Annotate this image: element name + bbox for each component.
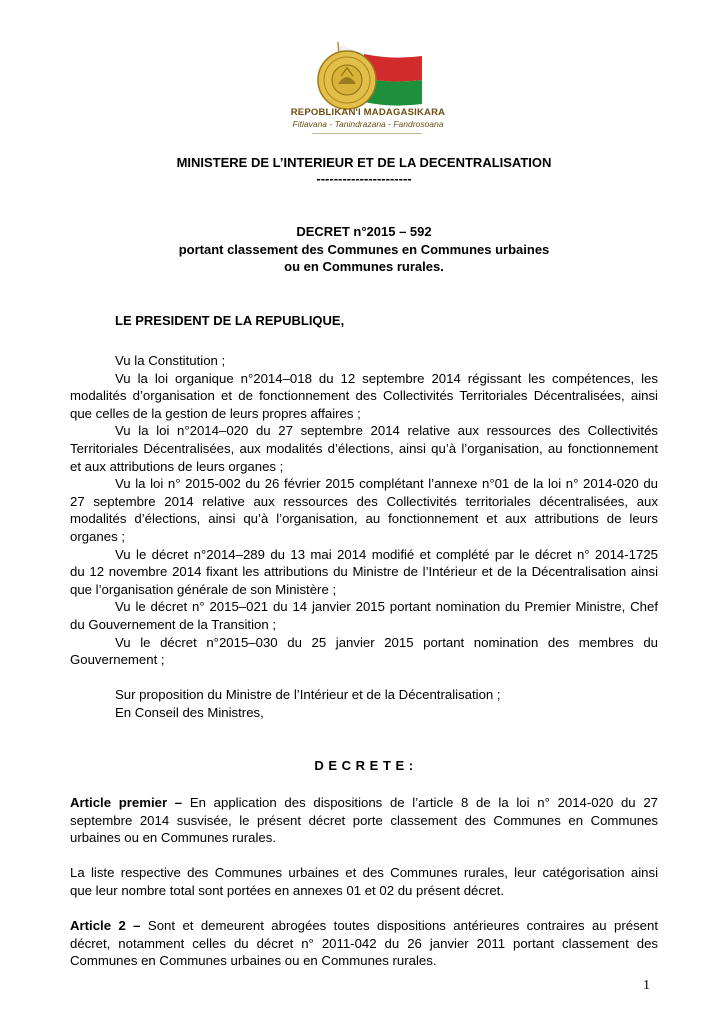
header-divider	[312, 133, 422, 134]
council-line: En Conseil des Ministres,	[115, 704, 264, 720]
consideration-line: que celles de la gestion de leurs propres affaires ;	[70, 405, 361, 421]
decree-subtitle-line1: portant classement des Communes en Communes urbaines	[178, 242, 550, 257]
decrete-heading: D E C R E T E :	[314, 758, 414, 773]
article2-line	[70, 917, 658, 935]
consideration-line: que l’organisation générale de son Ministère ;	[70, 581, 337, 597]
consideration-line: Vu le décret n°2015–030 du 25 janvier 2015 portant nomination des membres du	[115, 634, 658, 650]
article1-label: Article premier –	[70, 795, 183, 810]
ministry-separator: ----------------------	[316, 171, 412, 186]
consideration-line: Vu le décret n°2014–289 du 13 mai 2014 modifié et complété par le décret n° 2014-1725	[115, 546, 658, 562]
consideration-line: modalités d’organisation et de fonctionnement des Collectivités Territoriales Décentralisées, ainsi	[70, 388, 658, 404]
consideration-line: Vu la loi organique n°2014–018 du 12 septembre 2014 régissant les compétences, les	[115, 370, 658, 386]
consideration-line: Vu la Constitution ;	[115, 353, 226, 368]
republic-motto: Fitiavana - Tanindrazana - Fandrosoana	[292, 119, 444, 129]
article2-label: Article 2 –	[70, 918, 141, 933]
consideration-line: Territoriales Décentralisées, aux modalités d’élections, ainsi qu’à l’organisation, au fonctionnement	[70, 441, 658, 456]
seal-icon	[318, 51, 376, 109]
article1-line: urbaines ou en Communes rurales.	[70, 830, 276, 846]
article1-line: septembre 2014 susvisée, le présent décret porte classement des Communes en Communes	[70, 812, 658, 828]
decree-subtitle-line2: ou en Communes rurales.	[284, 259, 444, 274]
consideration-line: Gouvernement ;	[70, 652, 165, 668]
article2-line: Communes en Communes urbaines ou en Communes rurales.	[70, 953, 437, 969]
president-heading: LE PRESIDENT DE LA REPUBLIQUE,	[115, 313, 345, 328]
article2-line: décret, notamment celles du décret n° 2011-042 du 26 janvier 2011 portant classement des	[70, 935, 658, 951]
article1-paragraph-line: que leur nombre total sont portées en annexes 01 et 02 du présent décret.	[70, 882, 505, 898]
republic-logo	[272, 40, 462, 140]
article1-paragraph-line: La liste respective des Communes urbaines et des Communes rurales, leur catégorisation ainsi	[70, 865, 658, 880]
consideration-line: Vu la loi n°2014–020 du 27 septembre 2014 relative aux ressources des Collectivités	[115, 423, 658, 439]
proposal-line: Sur proposition du Ministre de l’Intérieur et de la Décentralisation ;	[115, 687, 501, 702]
consideration-line: Vu la loi n° 2015-002 du 26 février 2015 complétant l’annexe n°01 de la loi n° 2014-020 du	[115, 476, 658, 492]
page-number: 1	[643, 978, 650, 993]
consideration-line: 27 septembre 2014 relative aux ressources des Collectivités territoriales décentralisées, aux	[70, 493, 658, 509]
madagascar-seal-flag-icon	[272, 40, 462, 110]
article2-text: Sont et demeurent abrogées toutes dispositions antérieures contraires au présent	[147, 918, 658, 933]
consideration-line: et aux attributions de leurs organes ;	[70, 458, 284, 474]
ministry-title: MINISTERE DE L’INTERIEUR ET DE LA DECENTRALISATION	[176, 155, 552, 170]
consideration-line: du 12 novembre 2014 fixant les attributions du Ministre de l’Intérieur et de la Décentralisation ainsi	[70, 564, 658, 580]
consideration-line: du Gouvernement de la Transition ;	[70, 617, 276, 632]
article1-text: En application des dispositions de l’article 8 de la loi n° 2014-020 du 27	[189, 795, 658, 810]
decree-title: DECRET n°2015 – 592	[296, 224, 432, 239]
consideration-line: modalités d’élections, ainsi qu’à l’organisation, au fonctionnement et aux attributions de leurs	[70, 511, 658, 527]
republic-name: REPOBLIKAN'I MADAGASIKARA	[290, 107, 446, 118]
article1-line	[70, 794, 658, 812]
consideration-line: Vu le décret n° 2015–021 du 14 janvier 2015 portant nomination du Premier Ministre, Chef	[115, 599, 658, 615]
consideration-line: organes ;	[70, 529, 125, 544]
